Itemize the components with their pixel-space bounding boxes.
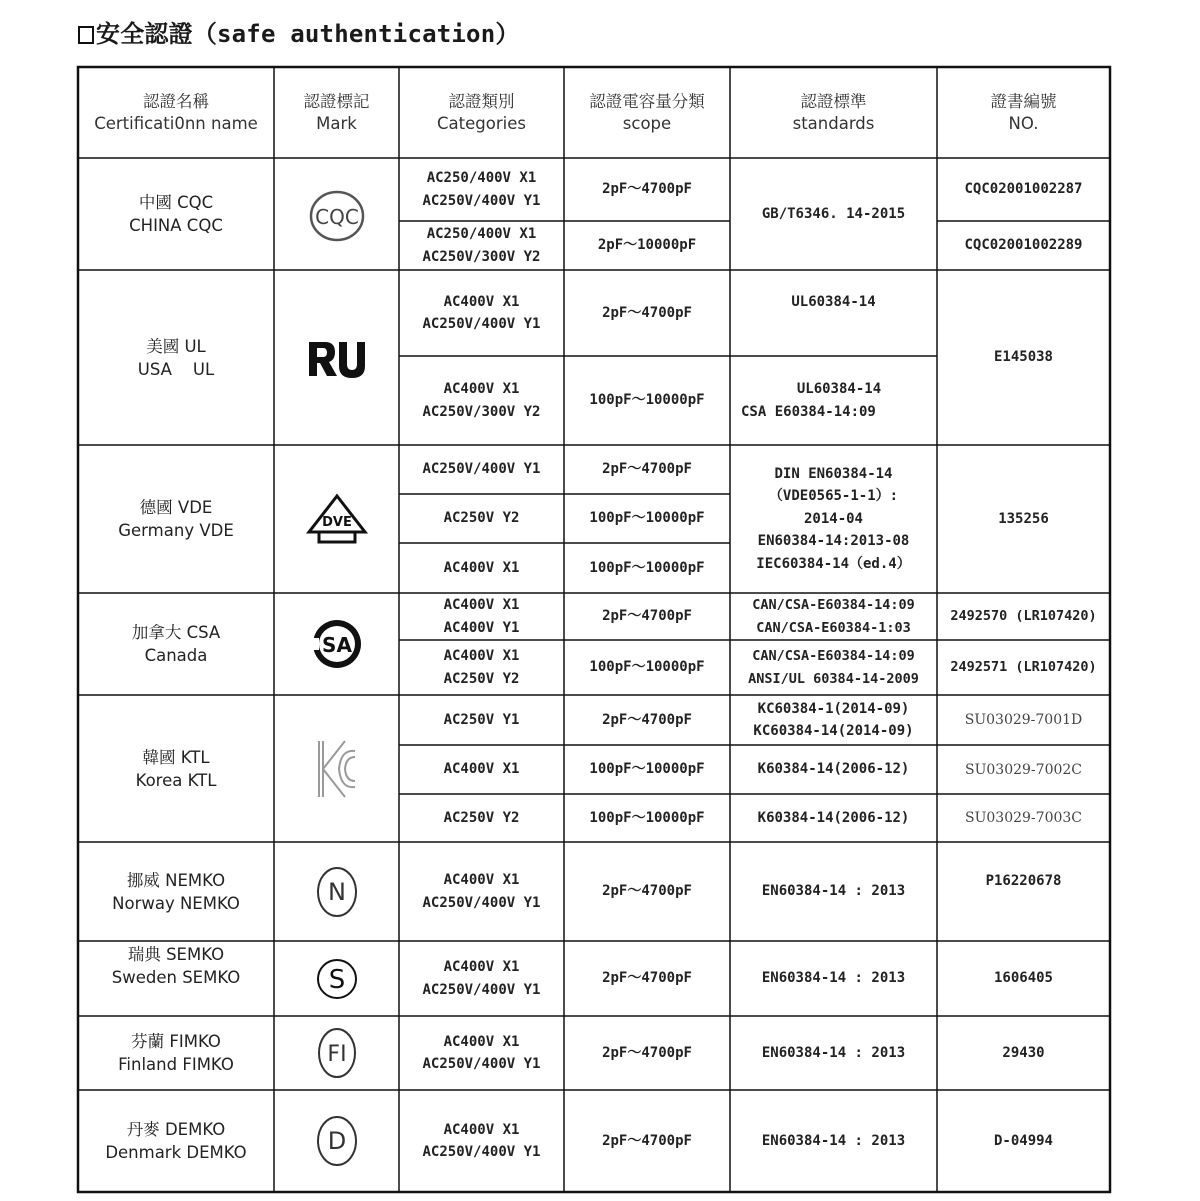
- scope-cell: 2pF～4700pF: [602, 970, 692, 987]
- certificate-no: CQC02001002287: [964, 181, 1083, 198]
- name-zh: 丹麥 DEMKO: [126, 1120, 226, 1139]
- category-line: AC250/400V X1: [426, 170, 537, 186]
- standard-line: （VDE0565-1-1）:: [768, 488, 899, 505]
- category-line: AC400V X1: [443, 648, 520, 664]
- certificate-no: 1606405: [993, 970, 1053, 987]
- category-cell: [399, 842, 564, 941]
- category-cell: AC250V Y2: [443, 510, 520, 527]
- category-cell: [399, 270, 564, 356]
- standard-cell: GB/T6346. 14-2015: [761, 205, 906, 222]
- header-zh: 認證類別: [448, 91, 515, 111]
- scope-cell: 2pF～4700pF: [602, 461, 692, 478]
- category-line: AC400V X1: [443, 597, 520, 613]
- standard-cell: EN60384-14 : 2013: [761, 1044, 906, 1061]
- category-line: AC400V X1: [443, 959, 520, 975]
- scope-cell: 2pF～4700pF: [602, 304, 692, 321]
- certificate-no: D-04994: [993, 1132, 1053, 1149]
- title-cjk: 安全認證: [96, 20, 193, 48]
- scope-cell: 100pF～10000pF: [589, 510, 705, 527]
- category-cell: [399, 941, 564, 1016]
- category-cell: [399, 221, 564, 270]
- svg-text:DVE: DVE: [321, 515, 352, 530]
- category-line: AC400V X1: [443, 1033, 520, 1050]
- category-line: AC250V/400V Y1: [422, 981, 541, 998]
- standard-line: CAN/CSA-E60384-14:09: [752, 597, 915, 613]
- standard-cell: [730, 445, 937, 593]
- name-en: USA UL: [137, 359, 215, 379]
- standard-line: ANSI/UL 60384-14-2009: [748, 670, 919, 687]
- category-line: AC250V/400V Y1: [422, 316, 541, 332]
- standard-line: IEC60384-14（ed.4）: [756, 555, 911, 572]
- category-line: AC400V X1: [443, 293, 520, 310]
- standard-line: DIN EN60384-14: [774, 465, 893, 482]
- scope-cell: 100pF～10000pF: [589, 809, 705, 826]
- standard-cell: EN60384-14 : 2013: [761, 970, 906, 987]
- scope-cell: 100pF～10000pF: [589, 392, 705, 409]
- standard-line: KC60384-1(2014-09): [757, 700, 910, 717]
- fimko-mark-icon: [274, 1016, 399, 1090]
- scope-cell: 2pF～4700pF: [602, 181, 692, 198]
- category-cell: [399, 1090, 564, 1192]
- header-zh: 認證電容量分類: [589, 91, 705, 111]
- header-zh: 證書編號: [990, 91, 1057, 111]
- header-standards: [730, 67, 937, 158]
- scope-cell: 2pF～4700pF: [602, 608, 692, 625]
- demko-mark-icon: [274, 1090, 399, 1192]
- scope-cell: 100pF～10000pF: [589, 761, 705, 778]
- name-zh: 瑞典 SEMKO: [127, 945, 225, 964]
- name-zh: 加拿大 CSA: [131, 623, 221, 642]
- cert-name-cqc: [78, 158, 274, 270]
- standard-line: CAN/CSA-E60384-14:09: [752, 648, 915, 664]
- name-zh: 芬蘭 FIMKO: [131, 1032, 221, 1051]
- header-categories: [399, 67, 564, 158]
- kc-mark-icon: [274, 695, 399, 842]
- standard-line: CAN/CSA-E60384-1:03: [756, 619, 911, 636]
- name-zh: 韓國 KTL: [142, 747, 210, 767]
- svg-text:CQC: CQC: [314, 205, 359, 229]
- standard-cell: [730, 270, 937, 356]
- name-en: Germany VDE: [118, 521, 234, 540]
- scope-cell: 2pF～4700pF: [602, 1132, 692, 1149]
- standard-line: UL60384-14: [796, 381, 882, 397]
- header-en: standards: [792, 113, 875, 133]
- certificate-no: E145038: [993, 349, 1053, 366]
- scope-cell: 2pF～10000pF: [597, 237, 697, 254]
- category-line: AC250V/300V Y2: [422, 403, 541, 420]
- header-en: scope: [622, 113, 672, 133]
- standard-cell: [730, 593, 937, 640]
- svg-text:N: N: [327, 877, 346, 906]
- category-cell: AC250V Y2: [443, 809, 520, 826]
- header-mark: [274, 67, 399, 158]
- cert-name-ul: [78, 270, 274, 445]
- certificate-no: CQC02001002289: [964, 237, 1083, 254]
- header-zh: 認證標記: [303, 91, 370, 111]
- category-cell: AC400V X1: [443, 559, 520, 576]
- scope-cell: 100pF～10000pF: [589, 659, 705, 676]
- csa-mark-icon: [274, 593, 399, 695]
- category-line: AC250V Y2: [443, 670, 520, 687]
- svg-text:S: S: [328, 964, 345, 995]
- certificate-no: 2492571 (LR107420): [950, 659, 1097, 676]
- standard-cell: [730, 356, 937, 445]
- category-cell: [399, 356, 564, 445]
- category-cell: AC250V/400V Y1: [422, 461, 541, 478]
- category-cell: [399, 1016, 564, 1090]
- certificate-no: 2492570 (LR107420): [950, 608, 1097, 625]
- standard-cell: [730, 640, 937, 695]
- certificate-no: P16220678: [985, 873, 1062, 889]
- category-cell: [399, 593, 564, 640]
- header-certification-name: [78, 67, 274, 158]
- category-cell: AC400V X1: [443, 761, 520, 778]
- semko-mark-icon: [274, 941, 399, 1016]
- category-line: AC400V X1: [443, 1121, 520, 1138]
- category-line: AC250V/300V Y2: [422, 248, 541, 265]
- category-line: AC250V/400V Y1: [422, 894, 541, 911]
- cqc-mark-icon: [274, 158, 399, 270]
- certificate-no: SU03029-7003C: [965, 810, 1082, 826]
- standard-cell: K60384-14(2006-12): [757, 809, 910, 826]
- category-cell: [399, 640, 564, 695]
- standard-cell: [730, 695, 937, 745]
- cert-name-semko: [78, 941, 274, 1016]
- header-zh: 認證名稱: [143, 91, 209, 111]
- scope-cell: 2pF～4700pF: [602, 1044, 692, 1061]
- cert-name-nemko: [78, 842, 274, 941]
- name-zh: 中國 CQC: [138, 193, 214, 212]
- vde-mark-icon: [274, 445, 399, 593]
- cert-name-csa: [78, 593, 274, 695]
- standard-line: EN60384-14:2013-08: [757, 533, 910, 550]
- name-en: CHINA CQC: [129, 216, 223, 235]
- name-zh: 美國 UL: [146, 336, 206, 356]
- header-en: Certificati0nn name: [94, 113, 258, 133]
- svg-text:SA: SA: [321, 633, 352, 657]
- scope-cell: 2pF～4700pF: [602, 711, 692, 728]
- category-cell: AC250V Y1: [443, 711, 520, 728]
- certificate-no: SU03029-7002C: [965, 761, 1082, 778]
- standard-line: UL60384-14: [791, 294, 876, 310]
- header-zh: 認證標準: [800, 91, 867, 111]
- name-en: Denmark DEMKO: [105, 1143, 247, 1162]
- standard-line: 2014-04: [803, 510, 863, 527]
- scope-cell: 2pF～4700pF: [602, 883, 692, 900]
- title-en: （safe authentication）: [192, 20, 520, 48]
- category-line: AC250/400V X1: [426, 226, 537, 242]
- standard-line: CSA E60384-14:09: [741, 403, 876, 420]
- name-en: Sweden SEMKO: [111, 968, 241, 987]
- certificate-no: SU03029-7001D: [964, 712, 1083, 728]
- standard-line: KC60384-14(2014-09): [753, 723, 914, 739]
- category-line: AC400V X1: [443, 381, 520, 397]
- standard-cell: EN60384-14 : 2013: [761, 883, 906, 900]
- svg-text:D: D: [327, 1127, 346, 1155]
- cert-name-demko: [78, 1090, 274, 1192]
- cert-name-fimko: [78, 1016, 274, 1090]
- category-line: AC400V Y1: [443, 619, 520, 636]
- name-en: Canada: [144, 646, 208, 665]
- cert-name-vde: [78, 445, 274, 593]
- cert-name-ktl: [78, 695, 274, 842]
- name-en: Korea KTL: [135, 770, 217, 790]
- name-zh: 挪威 NEMKO: [126, 870, 226, 890]
- certificate-no: 29430: [1002, 1044, 1045, 1061]
- name-en: Finland FIMKO: [118, 1055, 234, 1074]
- category-line: AC250V/400V Y1: [422, 192, 541, 209]
- category-line: AC250V/400V Y1: [422, 1056, 541, 1072]
- nemko-mark-icon: [274, 842, 399, 941]
- certificate-no: 135256: [998, 510, 1049, 527]
- scope-cell: 100pF～10000pF: [589, 559, 705, 576]
- standard-cell: EN60384-14 : 2013: [761, 1132, 906, 1149]
- category-line: AC250V/400V Y1: [422, 1144, 541, 1160]
- category-line: AC400V X1: [443, 872, 520, 888]
- ul-mark-icon: [274, 270, 399, 445]
- header-en: Mark: [316, 113, 357, 133]
- category-cell: [399, 158, 564, 221]
- name-en: Norway NEMKO: [112, 893, 240, 913]
- header-scope: [564, 67, 730, 158]
- name-zh: 德國 VDE: [139, 498, 213, 517]
- header-en: Categories: [437, 113, 526, 133]
- header-certificate-no: [937, 67, 1110, 158]
- svg-text:FI: FI: [326, 1042, 347, 1067]
- header-en: NO.: [1008, 113, 1039, 133]
- standard-cell: K60384-14(2006-12): [757, 761, 910, 778]
